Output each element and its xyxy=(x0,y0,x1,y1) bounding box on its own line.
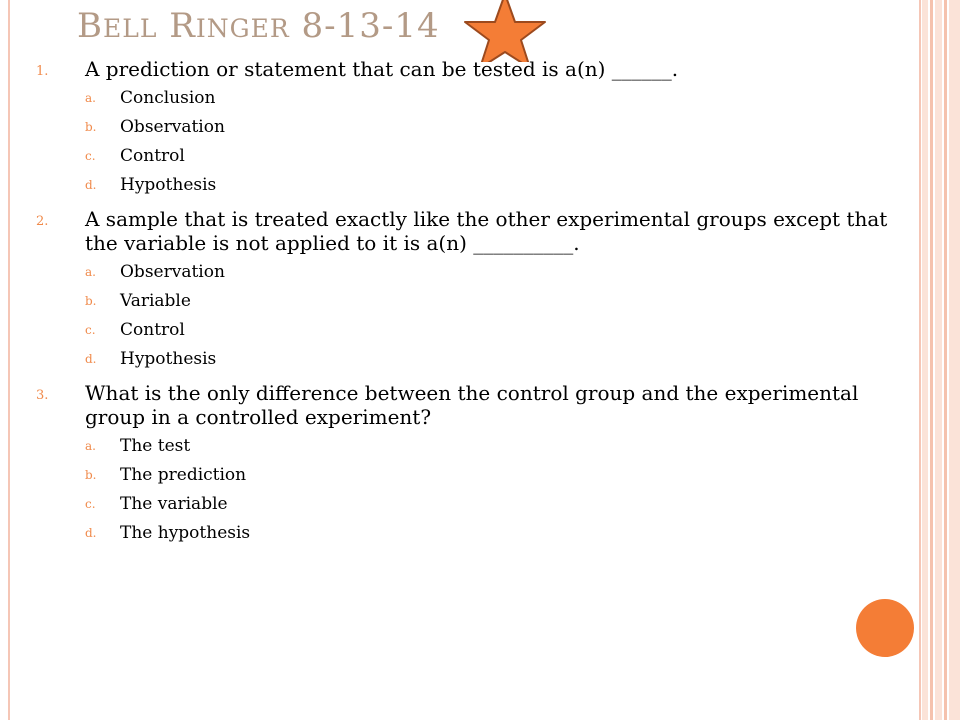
decorative-stripe xyxy=(944,0,947,720)
answer-option xyxy=(85,84,920,113)
option-letter: d. xyxy=(85,178,97,192)
question-list xyxy=(36,57,920,555)
question-item xyxy=(36,57,920,200)
option-text: Observation xyxy=(120,117,225,137)
answer-option xyxy=(85,316,920,345)
option-text: The hypothesis xyxy=(120,523,251,543)
decorative-stripe xyxy=(930,0,933,720)
title-word-ringer: INGER xyxy=(195,14,290,43)
answer-options xyxy=(85,258,920,374)
option-text: Control xyxy=(120,320,185,340)
option-letter: d. xyxy=(85,526,97,540)
option-letter: c. xyxy=(85,323,96,337)
option-text: Hypothesis xyxy=(120,349,217,369)
answer-option xyxy=(85,113,920,142)
question-text: A prediction or statement that can be tested is a(n) ______. xyxy=(85,57,679,81)
answer-option xyxy=(85,432,920,461)
answer-option xyxy=(85,461,920,490)
question-text: A sample that is treated exactly like the other experimental groups except that the variable is not applied to it is a(n) __________. xyxy=(85,207,888,255)
option-text: The test xyxy=(120,436,191,456)
title-initial-r: R xyxy=(169,6,196,46)
decorative-stripe xyxy=(922,0,928,720)
answer-options xyxy=(85,84,920,200)
option-text: The variable xyxy=(120,494,228,514)
option-text: Conclusion xyxy=(120,88,216,108)
answer-option xyxy=(85,142,920,171)
title-initial-b: B xyxy=(77,6,103,46)
title-date: 8-13-14 xyxy=(301,6,440,46)
option-letter: a. xyxy=(85,439,96,453)
question-number: 2. xyxy=(36,214,49,229)
answer-option xyxy=(85,345,920,374)
option-letter: a. xyxy=(85,265,96,279)
option-text: The prediction xyxy=(120,465,247,485)
option-text: Observation xyxy=(120,262,225,282)
question-item xyxy=(36,207,920,374)
answer-option xyxy=(85,287,920,316)
question-item xyxy=(36,381,920,548)
answer-option xyxy=(85,490,920,519)
option-letter: b. xyxy=(85,468,97,482)
option-text: Hypothesis xyxy=(120,175,217,195)
title-word-bell: ELL xyxy=(103,14,158,43)
option-letter: a. xyxy=(85,91,96,105)
option-letter: b. xyxy=(85,294,97,308)
question-text: What is the only difference between the control group and the experimental group in a controlled experiment? xyxy=(85,381,859,429)
orange-circle-decoration xyxy=(856,599,914,657)
option-letter: b. xyxy=(85,120,97,134)
question-number: 3. xyxy=(36,388,49,403)
option-letter: c. xyxy=(85,149,96,163)
decorative-stripe xyxy=(935,0,942,720)
option-letter: c. xyxy=(85,497,96,511)
star-icon xyxy=(460,0,550,62)
option-text: Control xyxy=(120,146,185,166)
option-text: Variable xyxy=(120,291,191,311)
question-number: 1. xyxy=(36,64,49,79)
answer-option xyxy=(85,519,920,548)
answer-option xyxy=(85,258,920,287)
answer-option xyxy=(85,171,920,200)
slide-title xyxy=(77,6,440,46)
option-letter: d. xyxy=(85,352,97,366)
decorative-stripe xyxy=(949,0,960,720)
answer-options xyxy=(85,432,920,548)
